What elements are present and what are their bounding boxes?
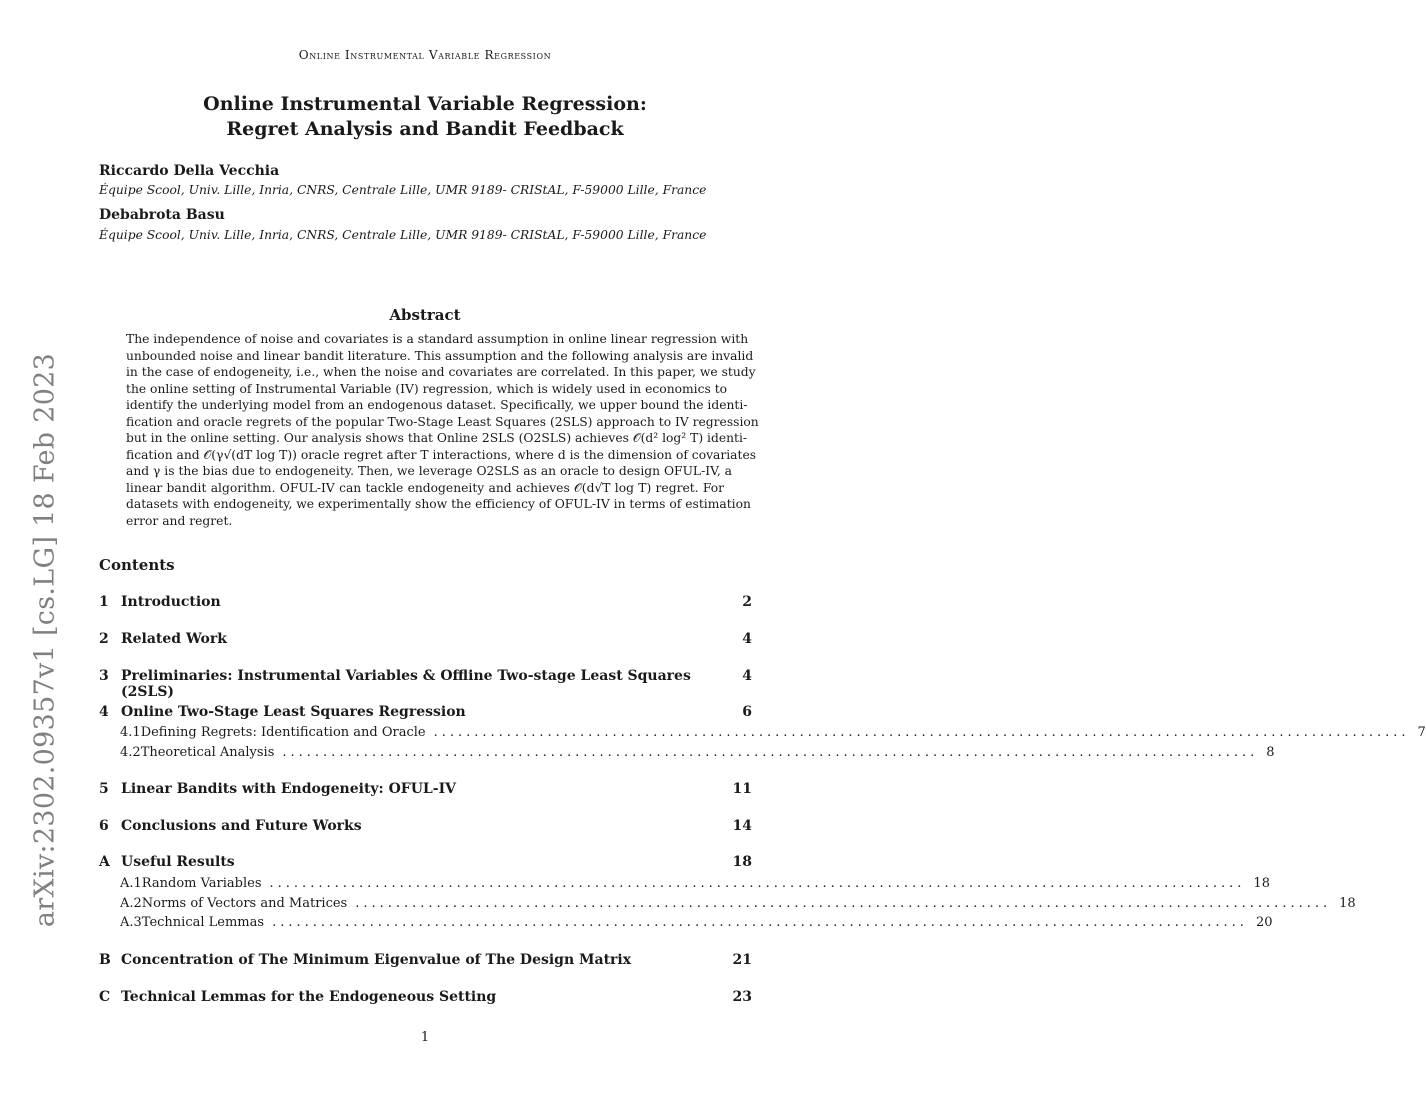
abstract-line: linear bandit algorithm. OFUL-IV can tackle endogeneity and achieves 𝒪(d√T log T) regret. For xyxy=(126,480,724,495)
toc-section-num: 2 xyxy=(99,631,109,647)
toc-subsection-page: 18 xyxy=(1339,896,1356,911)
author-name-1: Riccardo Della Vecchia xyxy=(99,163,280,179)
toc-subsection-4-2[interactable] xyxy=(120,745,1275,763)
toc-subsection-title: Norms of Vectors and Matrices xyxy=(141,896,348,911)
toc-section-title: Linear Bandits with Endogeneity: OFUL-IV xyxy=(121,781,457,797)
toc-section-2[interactable] xyxy=(99,631,752,651)
toc-section-num: A xyxy=(99,854,110,870)
toc-section-title: Useful Results xyxy=(121,854,235,870)
abstract-line: the online setting of Instrumental Variable (IV) regression, which is widely used in economics to xyxy=(126,381,728,396)
abstract-line: The independence of noise and covariates is a standard assumption in online linear regression with xyxy=(126,332,749,346)
toc-subsection-a-1[interactable] xyxy=(120,876,1270,894)
toc-section-num: 3 xyxy=(99,668,109,684)
title-line-1: Online Instrumental Variable Regression: xyxy=(203,93,647,115)
toc-section-5[interactable] xyxy=(99,781,752,801)
toc-subsection-a-3[interactable] xyxy=(120,915,1273,933)
toc-section-num: 5 xyxy=(99,781,109,797)
toc-subsection-page: 20 xyxy=(1255,915,1273,930)
author-affiliation-2: Équipe Scool, Univ. Lille, Inria, CNRS, Centrale Lille, UMR 9189- CRIStAL, F-59000 Lille, France xyxy=(99,228,707,242)
toc-section-1[interactable] xyxy=(99,594,752,614)
abstract-line: fication and 𝒪(γ√(dT log T)) oracle regret after T interactions, where d is the dimension of covariates xyxy=(126,447,757,462)
page-number: 1 xyxy=(420,1030,430,1045)
toc-subsection-title: Technical Lemmas xyxy=(141,915,265,930)
abstract-line: but in the online setting. Our analysis shows that Online 2SLS (O2SLS) achieves 𝒪(d² log² T) identi- xyxy=(126,431,748,445)
abstract-line: in the case of endogeneity, i.e., when the noise and covariates are correlated. In this paper, we study xyxy=(126,365,756,379)
toc-leader-dots: ........................................................................................................................ xyxy=(269,876,1246,891)
author-affiliation-1: Équipe Scool, Univ. Lille, Inria, CNRS, Centrale Lille, UMR 9189- CRIStAL, F-59000 Lille, France xyxy=(99,183,707,197)
abstract-body xyxy=(126,331,759,529)
toc-section-title: Technical Lemmas for the Endogeneous Setting xyxy=(121,989,497,1005)
toc-section-3[interactable] xyxy=(99,668,752,700)
toc-section-title: Preliminaries: Instrumental Variables & Offline Two-stage Least Squares (2SLS) xyxy=(121,668,691,700)
toc-section-page: 6 xyxy=(742,704,752,720)
toc-section-num: B xyxy=(99,952,111,968)
toc-section-title: Related Work xyxy=(121,631,227,647)
toc-subsection-a-2[interactable] xyxy=(120,896,1356,914)
toc-leader-dots: ........................................................................................................................ xyxy=(355,896,1332,911)
abstract-line: and γ is the bias due to endogeneity. Then, we leverage O2SLS as an oracle to design OFUL-IV, a xyxy=(126,464,732,478)
toc-section-page: 18 xyxy=(732,854,752,870)
toc-section-title: Concentration of The Minimum Eigenvalue of The Design Matrix xyxy=(121,952,632,968)
toc-section-num: C xyxy=(99,989,111,1005)
toc-section-page: 11 xyxy=(732,781,752,797)
contents-heading: Contents xyxy=(99,556,175,574)
paper-title xyxy=(0,92,850,142)
toc-subsection-page: 8 xyxy=(1266,745,1275,760)
toc-subsection-num: 4.2 xyxy=(120,745,141,760)
running-head: Online Instrumental Variable Regression xyxy=(298,48,552,62)
toc-leader-dots: ........................................................................................................................ xyxy=(282,745,1259,760)
toc-section-6[interactable] xyxy=(99,818,752,838)
toc-subsection-4-1[interactable] xyxy=(120,725,1426,743)
toc-section-b[interactable] xyxy=(99,952,752,972)
toc-subsection-num: 4.1 xyxy=(120,725,141,740)
toc-section-num: 4 xyxy=(99,704,109,720)
toc-section-num: 1 xyxy=(99,594,109,610)
toc-section-page: 4 xyxy=(742,668,752,684)
title-line-2: Regret Analysis and Bandit Feedback xyxy=(226,118,624,140)
toc-leader-dots: ........................................................................................................................ xyxy=(433,725,1410,740)
toc-subsection-title: Defining Regrets: Identification and Oracle xyxy=(140,725,426,740)
toc-section-title: Online Two-Stage Least Squares Regression xyxy=(121,704,466,720)
toc-section-page: 4 xyxy=(742,631,752,647)
toc-section-a[interactable] xyxy=(99,854,752,874)
toc-subsection-page: 7 xyxy=(1417,725,1426,740)
toc-subsection-num: A.3 xyxy=(120,915,142,930)
abstract-line: datasets with endogeneity, we experimentally show the efficiency of OFUL-IV in terms of estimation xyxy=(126,497,751,511)
toc-subsection-page: 18 xyxy=(1253,876,1270,891)
toc-section-title: Conclusions and Future Works xyxy=(121,818,362,834)
toc-section-page: 23 xyxy=(732,989,752,1005)
toc-subsection-title: Theoretical Analysis xyxy=(140,745,275,760)
toc-section-page: 14 xyxy=(732,818,752,834)
abstract-line: error and regret. xyxy=(126,513,233,528)
toc-section-page: 21 xyxy=(732,952,752,968)
toc-section-c[interactable] xyxy=(99,989,752,1009)
toc-section-4[interactable] xyxy=(99,704,752,724)
toc-section-page: 2 xyxy=(742,594,752,610)
toc-subsection-title: Random Variables xyxy=(141,876,262,891)
toc-section-title: Introduction xyxy=(121,594,221,610)
toc-section-num: 6 xyxy=(99,818,109,834)
abstract-heading: Abstract xyxy=(389,306,461,324)
toc-subsection-num: A.2 xyxy=(120,896,142,911)
toc-subsection-num: A.1 xyxy=(120,876,142,891)
abstract-line: fication and oracle regrets of the popular Two-Stage Least Squares (2SLS) approach to IV regression xyxy=(126,414,759,429)
author-name-2: Debabrota Basu xyxy=(99,207,225,223)
arxiv-stamp: arXiv:2302.09357v1 [cs.LG] 18 Feb 2023 xyxy=(29,352,61,928)
toc-leader-dots: ........................................................................................................................ xyxy=(272,915,1248,930)
abstract-line: identify the underlying model from an endogenous dataset. Specifically, we upper bound the identi- xyxy=(126,398,748,412)
abstract-line: unbounded noise and linear bandit literature. This assumption and the following analysis are invalid xyxy=(126,348,754,363)
